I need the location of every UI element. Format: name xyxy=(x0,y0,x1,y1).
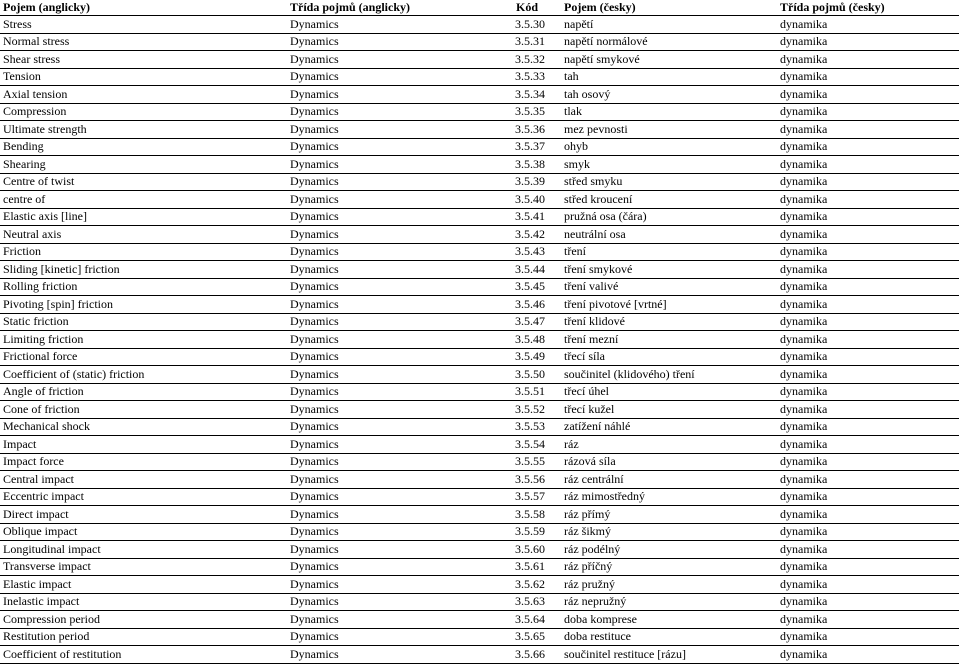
cell-term-cz: střed kroucení xyxy=(561,191,777,209)
table-row xyxy=(0,138,959,156)
cell-code: 3.5.46 xyxy=(513,296,561,314)
cell-term-en: Shear stress xyxy=(0,51,287,69)
cell-term-en: Compression period xyxy=(0,611,287,629)
table-row xyxy=(0,558,959,576)
cell-class-en: Dynamics xyxy=(287,243,513,261)
cell-term-en: Centre of twist xyxy=(0,173,287,191)
cell-term-en: Stress xyxy=(0,16,287,34)
cell-class-en: Dynamics xyxy=(287,208,513,226)
cell-term-cz: tření klidové xyxy=(561,313,777,331)
cell-class-en: Dynamics xyxy=(287,366,513,384)
cell-class-en: Dynamics xyxy=(287,383,513,401)
cell-code: 3.5.56 xyxy=(513,471,561,489)
cell-class-cz: dynamika xyxy=(777,138,959,156)
cell-code: 3.5.41 xyxy=(513,208,561,226)
cell-class-cz: dynamika xyxy=(777,261,959,279)
cell-term-en: Tension xyxy=(0,68,287,86)
cell-class-en: Dynamics xyxy=(287,16,513,34)
cell-code: 3.5.39 xyxy=(513,173,561,191)
cell-class-en: Dynamics xyxy=(287,576,513,594)
cell-code: 3.5.49 xyxy=(513,348,561,366)
cell-code: 3.5.31 xyxy=(513,33,561,51)
cell-term-cz: tah osový xyxy=(561,86,777,104)
cell-class-cz: dynamika xyxy=(777,523,959,541)
cell-class-en: Dynamics xyxy=(287,611,513,629)
cell-term-cz: třecí úhel xyxy=(561,383,777,401)
cell-term-cz: napětí smykové xyxy=(561,51,777,69)
cell-class-cz: dynamika xyxy=(777,191,959,209)
cell-class-en: Dynamics xyxy=(287,156,513,174)
cell-term-cz: mez pevnosti xyxy=(561,121,777,139)
cell-class-cz: dynamika xyxy=(777,418,959,436)
cell-code: 3.5.50 xyxy=(513,366,561,384)
cell-term-cz: součinitel restituce [rázu] xyxy=(561,646,777,664)
cell-class-cz: dynamika xyxy=(777,576,959,594)
header-term-en: Pojem (anglicky) xyxy=(0,0,287,16)
table-row xyxy=(0,488,959,506)
table-row xyxy=(0,576,959,594)
cell-term-en: Mechanical shock xyxy=(0,418,287,436)
cell-class-en: Dynamics xyxy=(287,226,513,244)
table-row xyxy=(0,383,959,401)
cell-term-cz: smyk xyxy=(561,156,777,174)
cell-term-cz: tah xyxy=(561,68,777,86)
cell-term-cz: doba restituce xyxy=(561,628,777,646)
cell-code: 3.5.54 xyxy=(513,436,561,454)
cell-term-en: Impact force xyxy=(0,453,287,471)
cell-code: 3.5.35 xyxy=(513,103,561,121)
cell-class-cz: dynamika xyxy=(777,348,959,366)
cell-term-cz: tření valivé xyxy=(561,278,777,296)
cell-term-en: Angle of friction xyxy=(0,383,287,401)
cell-class-cz: dynamika xyxy=(777,366,959,384)
cell-class-en: Dynamics xyxy=(287,86,513,104)
cell-term-cz: součinitel (klidového) tření xyxy=(561,366,777,384)
cell-term-en: Restitution period xyxy=(0,628,287,646)
cell-code: 3.5.66 xyxy=(513,646,561,664)
cell-class-en: Dynamics xyxy=(287,506,513,524)
cell-code: 3.5.37 xyxy=(513,138,561,156)
cell-term-cz: ráz příčný xyxy=(561,558,777,576)
cell-code: 3.5.42 xyxy=(513,226,561,244)
cell-class-cz: dynamika xyxy=(777,628,959,646)
cell-code: 3.5.38 xyxy=(513,156,561,174)
cell-class-cz: dynamika xyxy=(777,488,959,506)
table-row xyxy=(0,401,959,419)
cell-class-cz: dynamika xyxy=(777,51,959,69)
cell-code: 3.5.63 xyxy=(513,593,561,611)
cell-class-en: Dynamics xyxy=(287,296,513,314)
header-row xyxy=(0,0,959,16)
cell-class-cz: dynamika xyxy=(777,593,959,611)
table-row xyxy=(0,331,959,349)
table-row xyxy=(0,226,959,244)
cell-term-en: Oblique impact xyxy=(0,523,287,541)
cell-class-cz: dynamika xyxy=(777,401,959,419)
cell-class-cz: dynamika xyxy=(777,471,959,489)
cell-class-en: Dynamics xyxy=(287,471,513,489)
cell-term-en: Pivoting [spin] friction xyxy=(0,296,287,314)
cell-term-en: Elastic impact xyxy=(0,576,287,594)
cell-code: 3.5.65 xyxy=(513,628,561,646)
cell-class-cz: dynamika xyxy=(777,86,959,104)
table-header xyxy=(0,0,959,16)
table-body xyxy=(0,16,959,664)
table-row xyxy=(0,173,959,191)
cell-class-en: Dynamics xyxy=(287,138,513,156)
cell-class-en: Dynamics xyxy=(287,453,513,471)
cell-class-cz: dynamika xyxy=(777,558,959,576)
cell-class-en: Dynamics xyxy=(287,313,513,331)
table-row xyxy=(0,313,959,331)
cell-class-en: Dynamics xyxy=(287,558,513,576)
cell-class-cz: dynamika xyxy=(777,33,959,51)
cell-term-cz: ráz mimostředný xyxy=(561,488,777,506)
cell-code: 3.5.44 xyxy=(513,261,561,279)
cell-code: 3.5.33 xyxy=(513,68,561,86)
cell-class-en: Dynamics xyxy=(287,278,513,296)
cell-class-cz: dynamika xyxy=(777,103,959,121)
cell-term-en: Sliding [kinetic] friction xyxy=(0,261,287,279)
cell-term-en: Normal stress xyxy=(0,33,287,51)
cell-term-en: Friction xyxy=(0,243,287,261)
table-row xyxy=(0,593,959,611)
cell-class-cz: dynamika xyxy=(777,453,959,471)
cell-term-en: Coefficient of (static) friction xyxy=(0,366,287,384)
table-row xyxy=(0,156,959,174)
cell-class-cz: dynamika xyxy=(777,173,959,191)
cell-term-cz: střed smyku xyxy=(561,173,777,191)
table-row xyxy=(0,86,959,104)
cell-term-en: Neutral axis xyxy=(0,226,287,244)
cell-term-cz: doba komprese xyxy=(561,611,777,629)
table-row xyxy=(0,453,959,471)
cell-term-cz: třecí kužel xyxy=(561,401,777,419)
cell-term-en: Limiting friction xyxy=(0,331,287,349)
cell-term-cz: tření mezní xyxy=(561,331,777,349)
table-row xyxy=(0,348,959,366)
cell-class-en: Dynamics xyxy=(287,121,513,139)
cell-code: 3.5.36 xyxy=(513,121,561,139)
table-row xyxy=(0,243,959,261)
header-code: Kód xyxy=(513,0,561,16)
table-row xyxy=(0,646,959,664)
cell-term-en: Direct impact xyxy=(0,506,287,524)
cell-term-en: Bending xyxy=(0,138,287,156)
cell-code: 3.5.47 xyxy=(513,313,561,331)
cell-class-en: Dynamics xyxy=(287,418,513,436)
cell-term-cz: tření smykové xyxy=(561,261,777,279)
cell-class-cz: dynamika xyxy=(777,226,959,244)
cell-class-en: Dynamics xyxy=(287,191,513,209)
cell-class-cz: dynamika xyxy=(777,278,959,296)
cell-term-en: Axial tension xyxy=(0,86,287,104)
cell-term-en: Eccentric impact xyxy=(0,488,287,506)
header-term-cz: Pojem (česky) xyxy=(561,0,777,16)
cell-code: 3.5.52 xyxy=(513,401,561,419)
table-row xyxy=(0,278,959,296)
cell-term-en: Cone of friction xyxy=(0,401,287,419)
table-row xyxy=(0,436,959,454)
cell-class-cz: dynamika xyxy=(777,156,959,174)
cell-term-cz: třecí síla xyxy=(561,348,777,366)
table-row xyxy=(0,103,959,121)
cell-code: 3.5.57 xyxy=(513,488,561,506)
cell-class-en: Dynamics xyxy=(287,401,513,419)
cell-class-en: Dynamics xyxy=(287,541,513,559)
cell-term-en: Elastic axis [line] xyxy=(0,208,287,226)
cell-code: 3.5.30 xyxy=(513,16,561,34)
cell-class-cz: dynamika xyxy=(777,611,959,629)
cell-class-en: Dynamics xyxy=(287,593,513,611)
cell-class-cz: dynamika xyxy=(777,331,959,349)
cell-term-en: Inelastic impact xyxy=(0,593,287,611)
cell-class-en: Dynamics xyxy=(287,103,513,121)
cell-class-cz: dynamika xyxy=(777,541,959,559)
cell-term-cz: ráz centrální xyxy=(561,471,777,489)
cell-code: 3.5.32 xyxy=(513,51,561,69)
cell-class-en: Dynamics xyxy=(287,646,513,664)
cell-class-cz: dynamika xyxy=(777,506,959,524)
cell-class-en: Dynamics xyxy=(287,348,513,366)
cell-term-en: Transverse impact xyxy=(0,558,287,576)
table-row xyxy=(0,261,959,279)
cell-term-cz: ráz přímý xyxy=(561,506,777,524)
cell-term-en: Compression xyxy=(0,103,287,121)
cell-term-en: Static friction xyxy=(0,313,287,331)
cell-class-en: Dynamics xyxy=(287,51,513,69)
cell-term-en: Frictional force xyxy=(0,348,287,366)
table-row xyxy=(0,296,959,314)
cell-class-cz: dynamika xyxy=(777,646,959,664)
table-row xyxy=(0,418,959,436)
table-row xyxy=(0,506,959,524)
cell-term-en: Ultimate strength xyxy=(0,121,287,139)
cell-code: 3.5.58 xyxy=(513,506,561,524)
cell-code: 3.5.48 xyxy=(513,331,561,349)
cell-term-en: Rolling friction xyxy=(0,278,287,296)
cell-term-en: Shearing xyxy=(0,156,287,174)
cell-code: 3.5.59 xyxy=(513,523,561,541)
cell-term-cz: pružná osa (čára) xyxy=(561,208,777,226)
cell-class-cz: dynamika xyxy=(777,208,959,226)
cell-term-en: Impact xyxy=(0,436,287,454)
cell-code: 3.5.40 xyxy=(513,191,561,209)
cell-term-cz: napětí xyxy=(561,16,777,34)
cell-class-cz: dynamika xyxy=(777,313,959,331)
cell-code: 3.5.53 xyxy=(513,418,561,436)
table-row xyxy=(0,628,959,646)
cell-term-cz: zatížení náhlé xyxy=(561,418,777,436)
cell-class-en: Dynamics xyxy=(287,261,513,279)
cell-code: 3.5.34 xyxy=(513,86,561,104)
cell-class-en: Dynamics xyxy=(287,173,513,191)
cell-term-cz: napětí normálové xyxy=(561,33,777,51)
cell-code: 3.5.61 xyxy=(513,558,561,576)
cell-class-en: Dynamics xyxy=(287,436,513,454)
cell-class-en: Dynamics xyxy=(287,68,513,86)
cell-term-cz: tření pivotové [vrtné] xyxy=(561,296,777,314)
cell-term-cz: ohyb xyxy=(561,138,777,156)
cell-class-cz: dynamika xyxy=(777,16,959,34)
cell-term-cz: tlak xyxy=(561,103,777,121)
cell-term-en: Coefficient of restitution xyxy=(0,646,287,664)
cell-class-en: Dynamics xyxy=(287,523,513,541)
table-row xyxy=(0,121,959,139)
cell-code: 3.5.43 xyxy=(513,243,561,261)
cell-class-en: Dynamics xyxy=(287,33,513,51)
cell-class-cz: dynamika xyxy=(777,68,959,86)
cell-code: 3.5.60 xyxy=(513,541,561,559)
cell-code: 3.5.64 xyxy=(513,611,561,629)
cell-class-cz: dynamika xyxy=(777,243,959,261)
cell-term-cz: ráz xyxy=(561,436,777,454)
cell-term-cz: ráz šikmý xyxy=(561,523,777,541)
cell-code: 3.5.55 xyxy=(513,453,561,471)
header-class-cz: Třída pojmů (česky) xyxy=(777,0,959,16)
cell-term-en: Central impact xyxy=(0,471,287,489)
cell-term-cz: ráz nepružný xyxy=(561,593,777,611)
header-class-en: Třída pojmů (anglicky) xyxy=(287,0,513,16)
table-row xyxy=(0,68,959,86)
table-row xyxy=(0,471,959,489)
cell-class-en: Dynamics xyxy=(287,628,513,646)
table-row xyxy=(0,366,959,384)
table-row xyxy=(0,208,959,226)
table-row xyxy=(0,191,959,209)
cell-term-en: centre of xyxy=(0,191,287,209)
cell-code: 3.5.62 xyxy=(513,576,561,594)
cell-class-cz: dynamika xyxy=(777,436,959,454)
table-row xyxy=(0,541,959,559)
cell-term-cz: rázová síla xyxy=(561,453,777,471)
table-row xyxy=(0,611,959,629)
cell-term-cz: neutrální osa xyxy=(561,226,777,244)
cell-class-cz: dynamika xyxy=(777,296,959,314)
cell-term-en: Longitudinal impact xyxy=(0,541,287,559)
cell-code: 3.5.45 xyxy=(513,278,561,296)
cell-class-en: Dynamics xyxy=(287,331,513,349)
table-row xyxy=(0,51,959,69)
cell-code: 3.5.51 xyxy=(513,383,561,401)
table-row xyxy=(0,16,959,34)
cell-term-cz: tření xyxy=(561,243,777,261)
table-row xyxy=(0,523,959,541)
cell-class-cz: dynamika xyxy=(777,121,959,139)
cell-term-cz: ráz podélný xyxy=(561,541,777,559)
cell-class-en: Dynamics xyxy=(287,488,513,506)
cell-term-cz: ráz pružný xyxy=(561,576,777,594)
table-row xyxy=(0,33,959,51)
cell-class-cz: dynamika xyxy=(777,383,959,401)
